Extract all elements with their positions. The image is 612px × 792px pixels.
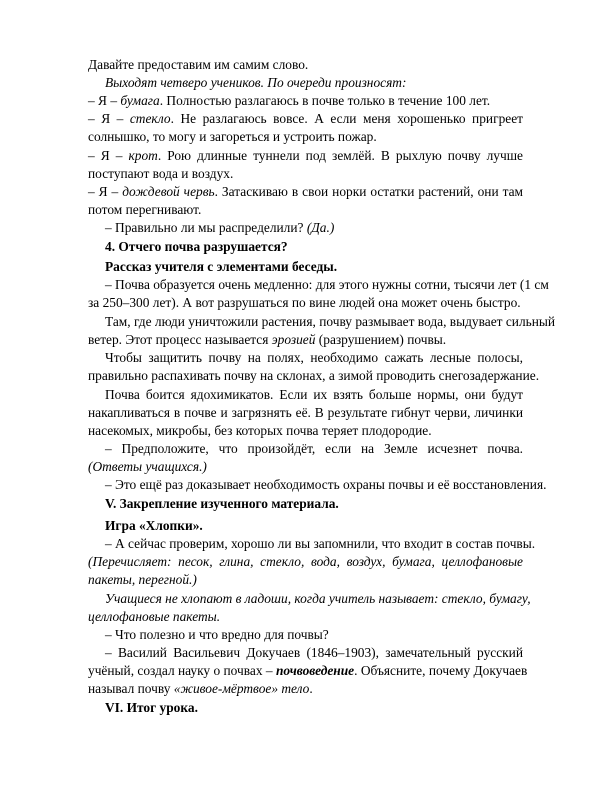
answer-note: (Да.)	[306, 220, 335, 235]
text-line: Давайте предоставим им самим слово.	[88, 57, 309, 72]
text-span: называл почву	[88, 681, 174, 696]
question-line: – А сейчас проверим, хорошо ли вы запомнили, что входит в состав почвы.	[105, 536, 536, 551]
italic-term: дождевой червь	[122, 184, 215, 199]
text-span: учёный, создал науку о почвах –	[88, 663, 276, 678]
bold-italic-term: почвоведение	[275, 663, 355, 678]
text-span: – Я –	[88, 111, 130, 126]
text-span: – Я –	[88, 184, 123, 199]
text-line: правильно распахивать почву на склонах, а зимой проводить снегозадержание.	[88, 368, 540, 383]
text-span: – Я –	[88, 93, 121, 108]
text-span: . Объясните, почему Докучаев	[354, 663, 528, 678]
stage-direction: Учащиеся не хлопают в ладоши, когда учитель называет: стекло, бумагу,	[105, 591, 531, 606]
text-line: за 250–300 лет). А вот разрушаться по вине людей она может очень быстро.	[88, 295, 521, 310]
text-line: – Василий Васильевич Докучаев (1846–1903), замечательный русский	[105, 645, 523, 660]
student-line	[88, 93, 490, 109]
section-subheading: Игра «Хлопки».	[105, 518, 203, 533]
question-line: – Что полезно и что вредно для почвы?	[105, 627, 329, 642]
student-line	[88, 111, 523, 127]
text-span: .	[309, 681, 313, 696]
text-line	[88, 332, 446, 348]
text-line: – Почва образуется очень медленно: для этого нужны сотни, тысячи лет (1 см	[105, 277, 549, 292]
text-line	[88, 681, 313, 697]
italic-term: эрозией	[271, 332, 316, 347]
text-span: . Затаскиваю в свои норки остатки растений, они там	[214, 184, 524, 199]
question-line: – Предположите, что произойдёт, если на Земле исчезнет почва.	[105, 441, 523, 456]
italic-term: «живое-мёртвое» тело	[173, 681, 310, 696]
text-line: насекомых, микробы, без которых почва теряет плодородие.	[88, 423, 432, 438]
section-heading: 4. Отчего почва разрушается?	[105, 239, 288, 254]
text-line: Чтобы защитить почву на полях, необходимо сажать лесные полосы,	[105, 350, 523, 365]
text-span: – Я –	[88, 148, 129, 163]
text-span: . Полностью разлагаюсь в почве только в течение 100 лет.	[159, 93, 491, 108]
stage-direction: пакеты, перегной.)	[88, 572, 197, 587]
text-span: . Не разлагаюсь вовсе. А если меня хорошенько пригреет	[170, 111, 523, 126]
text-line: поступают вода и воздух.	[88, 166, 234, 181]
text-span: – Правильно ли мы распределили?	[105, 220, 307, 235]
text-line: потом перегнивают.	[88, 202, 202, 217]
text-span: (разрушением) почвы.	[315, 332, 447, 347]
stage-direction: целлофановые пакеты.	[88, 609, 221, 624]
italic-term: стекло	[129, 111, 171, 126]
answer-note: (Ответы учащихся.)	[88, 459, 207, 474]
text-span: . Рою длинные туннели под землёй. В рыхлую почву лучше	[157, 148, 523, 163]
text-line: накапливаться в почве и загрязнять её. В результате гибнут черви, личинки	[88, 405, 523, 420]
text-line: Там, где люди уничтожили растения, почву размывает вода, выдувает сильный	[105, 314, 556, 329]
text-span: ветер. Этот процесс называется	[88, 332, 272, 347]
section-heading: V. Закрепление изученного материала.	[105, 496, 339, 511]
student-line	[88, 184, 523, 200]
text-line: – Это ещё раз доказывает необходимость охраны почвы и её восстановления.	[105, 477, 547, 492]
italic-term: бумага	[120, 93, 160, 108]
stage-direction: Выходят четверо учеников. По очереди произносят:	[105, 75, 407, 90]
section-heading: VI. Итог урока.	[105, 700, 198, 715]
text-line: солнышко, то могу и загореться и устроить пожар.	[88, 129, 377, 144]
text-line: Почва боится ядохимикатов. Если их взять больше нормы, они будут	[105, 387, 523, 402]
question-line	[105, 220, 334, 236]
text-line	[88, 663, 528, 679]
student-line	[88, 148, 523, 164]
section-subheading: Рассказ учителя с элементами беседы.	[105, 259, 338, 274]
italic-term: крот	[128, 148, 158, 163]
stage-direction: (Перечисляет: песок, глина, стекло, вода, воздух, бумага, целлофановые	[88, 554, 523, 569]
